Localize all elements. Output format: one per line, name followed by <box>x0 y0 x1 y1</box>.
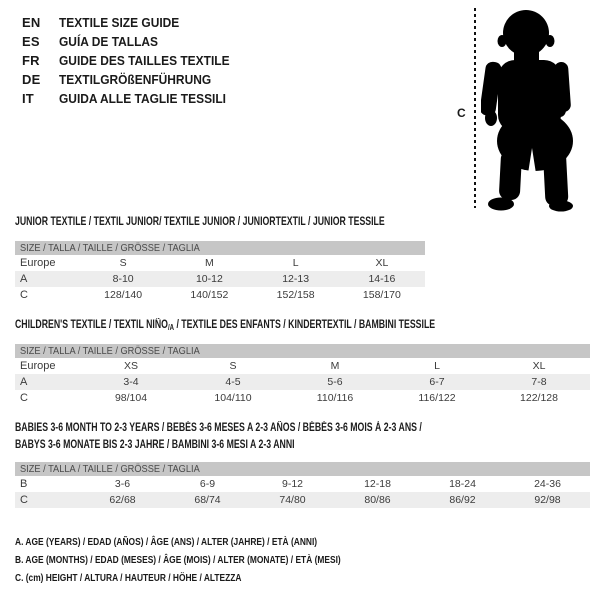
language-title: TEXTILE SIZE GUIDE <box>59 15 180 30</box>
size-value-cell: S <box>119 257 127 269</box>
size-table-row-europe <box>15 255 425 271</box>
size-value-cell: 98/104 <box>114 392 148 404</box>
row-label: A <box>20 376 28 388</box>
size-value-cell: M <box>330 360 340 372</box>
footnote-height-cm: C. (cm) HEIGHT / ALTURA / HAUTEUR / HÖHE / ALTEZZA <box>15 572 242 584</box>
language-title: TEXTILGRÖßENFÜHRUNG <box>59 72 212 87</box>
size-value-cell: XS <box>123 360 138 372</box>
language-code: FR <box>22 53 40 68</box>
language-row-fr <box>22 51 244 70</box>
size-value-cell: 18-24 <box>449 478 476 490</box>
toddler-silhouette-image <box>481 8 577 212</box>
section-title-junior <box>15 215 501 232</box>
section-title-babies-line2 <box>15 438 383 452</box>
size-header-bar <box>15 344 590 358</box>
size-value-cell: 158/170 <box>362 289 401 301</box>
language-title: GUÍA DE TALLAS <box>59 34 159 49</box>
size-table-row-c <box>15 287 425 303</box>
size-table-row-a <box>15 374 590 390</box>
size-value-cell: 74/80 <box>279 494 306 506</box>
size-table-row-c <box>15 492 590 508</box>
size-header-bar <box>15 462 590 476</box>
row-label: Europe <box>20 257 56 269</box>
size-value-cell: L <box>292 257 299 269</box>
size-value-cell: 9-12 <box>281 478 303 490</box>
language-title: GUIDA ALLE TAGLIE TESSILI <box>59 91 227 106</box>
size-value-cell: 62/68 <box>109 494 136 506</box>
row-label: B <box>20 478 28 490</box>
row-label: C <box>20 392 28 404</box>
language-row-es <box>22 32 244 51</box>
row-label: A <box>20 273 28 285</box>
size-value-cell: 68/74 <box>194 494 221 506</box>
size-value-cell: 86/92 <box>449 494 476 506</box>
language-guide <box>22 13 244 108</box>
size-header-label: SIZE / TALLA / TAILLE / GRÖSSE / TAGLIA <box>20 463 200 475</box>
row-label: Europe <box>20 360 56 372</box>
size-value-cell: 110/116 <box>316 392 354 404</box>
babies-size-table <box>15 462 590 508</box>
size-value-cell: 122/128 <box>520 392 558 404</box>
size-value-cell: 128/140 <box>104 289 143 301</box>
section-title-children <box>15 318 568 335</box>
size-table-row-a <box>15 271 425 287</box>
size-table-row-europe <box>15 358 590 374</box>
size-value-cell: L <box>434 360 440 372</box>
title-text: / TEXTILE DES ENFANTS / KINDERTEXTIL / BAMBINI TESSILE <box>174 319 436 331</box>
size-value-cell: 104/110 <box>214 392 252 404</box>
section-title-babies <box>15 421 550 435</box>
size-header-bar <box>15 241 425 255</box>
size-header-label: SIZE / TALLA / TAILLE / GRÖSSE / TAGLIA <box>20 345 200 357</box>
title-text: BABIES 3-6 MONTH TO 2-3 YEARS / BEBÉS 3-6 MESES A 2-3 AÑOS / BÉBÉS 3-6 MOIS À 2-3 ANS / <box>15 422 422 434</box>
size-value-cell: 8-10 <box>112 273 134 285</box>
language-code: EN <box>22 15 41 30</box>
size-value-cell: 152/158 <box>276 289 315 301</box>
size-value-cell: 6-7 <box>429 376 445 388</box>
size-value-cell: 3-4 <box>123 376 139 388</box>
size-value-cell: XL <box>532 360 546 372</box>
size-value-cell: 14-16 <box>368 273 396 285</box>
size-table-row-b <box>15 476 590 492</box>
size-value-cell: XL <box>375 257 389 269</box>
children-size-table <box>15 344 590 406</box>
title-text: JUNIOR TEXTILE / TEXTIL JUNIOR/ TEXTILE JUNIOR / JUNIORTEXTIL / JUNIOR TESSILE <box>15 216 385 228</box>
language-title: GUIDE DES TAILLES TEXTILE <box>59 53 230 68</box>
footnotes <box>15 533 422 587</box>
title-subscript: /A <box>167 323 175 332</box>
language-row-de <box>22 70 244 89</box>
height-measure-dashed-line <box>474 8 476 208</box>
size-value-cell: 24-36 <box>534 478 561 490</box>
language-row-en <box>22 13 244 32</box>
size-value-cell: 4-5 <box>225 376 241 388</box>
size-value-cell: 12-18 <box>364 478 391 490</box>
size-value-cell: 116/122 <box>418 392 456 404</box>
size-value-cell: 7-8 <box>531 376 547 388</box>
size-value-cell: 80/86 <box>364 494 391 506</box>
size-value-cell: S <box>229 360 237 372</box>
size-header-label: SIZE / TALLA / TAILLE / GRÖSSE / TAGLIA <box>20 242 200 254</box>
size-value-cell: 92/98 <box>534 494 561 506</box>
footnote-age-years: A. AGE (YEARS) / EDAD (AÑOS) / ÂGE (ANS) / ALTER (JAHRE) / ETÀ (ANNI) <box>15 536 318 548</box>
language-code: DE <box>22 72 41 87</box>
title-text: CHILDREN'S TEXTILE / TEXTIL NIÑO <box>15 319 168 331</box>
footnote-age-months: B. AGE (MONTHS) / EDAD (MESES) / ÂGE (MOIS) / ALTER (MONATE) / ETÀ (MESI) <box>15 554 341 566</box>
size-value-cell: 12-13 <box>282 273 310 285</box>
language-code: ES <box>22 34 40 49</box>
row-label: C <box>20 289 28 301</box>
size-value-cell: 6-9 <box>199 478 216 490</box>
title-text: BABYS 3-6 MONATE BIS 2-3 JAHRE / BAMBINI 3-6 MESI A 2-3 ANNI <box>15 439 295 451</box>
height-label: C <box>457 106 466 120</box>
language-row-it <box>22 89 244 108</box>
size-value-cell: 140/152 <box>190 289 229 301</box>
row-label: C <box>20 494 28 506</box>
size-value-cell: 3-6 <box>114 478 131 490</box>
junior-size-table <box>15 241 425 303</box>
language-code: IT <box>22 91 34 106</box>
size-value-cell: M <box>205 257 214 269</box>
size-value-cell: 5-6 <box>327 376 343 388</box>
size-value-cell: 10-12 <box>195 273 223 285</box>
size-table-row-c <box>15 390 590 406</box>
